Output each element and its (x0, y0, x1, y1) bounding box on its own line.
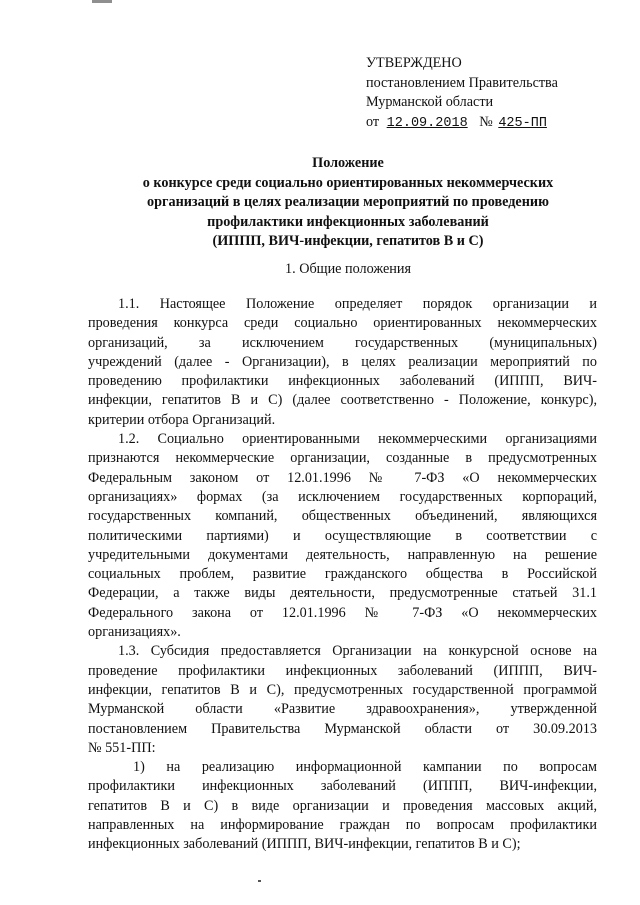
approval-from-label: от (366, 113, 380, 130)
scan-artifact-mark (92, 0, 112, 3)
paragraph-1-3-line: проведение профилактики инфекционных заболеваний (ИППП, ВИЧ- (88, 662, 597, 679)
scan-artifact-dot (258, 880, 261, 882)
approval-date: 12.09.2018 (386, 115, 468, 131)
paragraph-1-3-line: Мурманской области «Развитие здравоохранения», утвержденной (88, 701, 597, 718)
approval-date-number (366, 113, 626, 134)
paragraph-1-3-line: инфекции, гепатитов В и С), предусмотренных государственной программой (88, 681, 597, 698)
title-line-3: организаций в целях реализации мероприятий по проведению (147, 194, 549, 210)
paragraph-1-2-line: Федерации, а также виды деятельности, предусмотренные статьей 31.1 (88, 585, 597, 602)
paragraph-1-1-line: проведению профилактики инфекционных заболеваний (ИППП, ВИЧ- (88, 373, 597, 390)
approval-heading: УТВЕРЖДЕНО (366, 55, 462, 71)
paragraph-1-2-line: социальных проблем, развитие гражданского общества в Российской (88, 566, 597, 583)
paragraph-1-2-line: Федеральным законом от 12.01.1996 № 7-ФЗ «О некоммерческих (88, 469, 597, 486)
paragraph-1-3-line: постановлением Правительства Мурманской области от 30.09.2013 (88, 720, 597, 737)
paragraph-1-1-line: 1.1. Настоящее Положение определяет порядок организации и (118, 296, 597, 312)
item-1-line: 1) на реализацию информационной кампании по вопросам (133, 759, 597, 776)
paragraph-1-2-line: признаются некоммерческие организации, созданные в предусмотренных (88, 450, 597, 467)
paragraph-1-2-line: учредительными документами деятельность, направленную на решение (88, 546, 597, 563)
document-title (88, 154, 608, 252)
paragraph-1-3-line: № 551-ПП: (88, 739, 156, 756)
title-line-1: Положение (312, 155, 384, 171)
paragraph-1-1-line: инфекции, гепатитов В и С) (далее соответственно - Положение, конкурс), (88, 392, 597, 409)
item-1-line: профилактики инфекционных заболеваний (ИППП, ВИЧ-инфекции, (88, 778, 597, 795)
paragraph-1-2-line: 1.2. Социально ориентированными некоммерческими организациями (118, 431, 597, 448)
approval-number-label: № (479, 113, 493, 130)
title-line-4: профилактики инфекционных заболеваний (207, 213, 489, 230)
title-line-5: (ИППП, ВИЧ-инфекции, гепатитов В и С) (212, 233, 484, 249)
approval-region: Мурманской области (366, 94, 494, 110)
paragraph-1-3-line: 1.3. Субсидия предоставляется Организации на конкурсной основе на (118, 643, 597, 660)
document-body (88, 295, 597, 855)
item-1-line: инфекционных заболеваний (ИППП, ВИЧ-инфекции, гепатитов В и С); (88, 836, 521, 853)
section-heading: 1. Общие положения (285, 261, 411, 277)
paragraph-1-1-line: проведения конкурса среди социально ориентированных некоммерческих (88, 315, 597, 332)
paragraph-1-1-line: организаций, за исключением государственных (муниципальных) (88, 334, 597, 351)
title-line-2: о конкурсе среди социально ориентированных некоммерческих (142, 174, 554, 191)
item-1-line: гепатитов В и С) в виде организации и проведения массовых акций, (88, 797, 597, 814)
paragraph-1-2-line: Федерального закона от 12.01.1996 № 7-ФЗ «О некоммерческих (88, 604, 597, 621)
paragraph-1-2-line: политическими партиями) и осуществляющие в соответствии с (88, 527, 597, 544)
paragraph-1-1-line: учреждений (далее - Организации), в целях реализации мероприятий по (88, 353, 597, 370)
paragraph-1-1-line: критерии отбора Организаций. (88, 411, 276, 428)
approval-stamp-block (366, 54, 626, 133)
paragraph-1-2-line: государственных компаний, общественных объединений, являющихся (88, 508, 597, 525)
approval-number: 425-ПП (498, 115, 547, 131)
item-1-line: направленных на информирование граждан по вопросам профилактики (88, 817, 597, 834)
approval-authority: постановлением Правительства (366, 74, 558, 91)
paragraph-1-2-line: организациях». (88, 624, 181, 641)
paragraph-1-2-line: организациях» формах (за исключением государственных корпораций, (88, 488, 597, 505)
